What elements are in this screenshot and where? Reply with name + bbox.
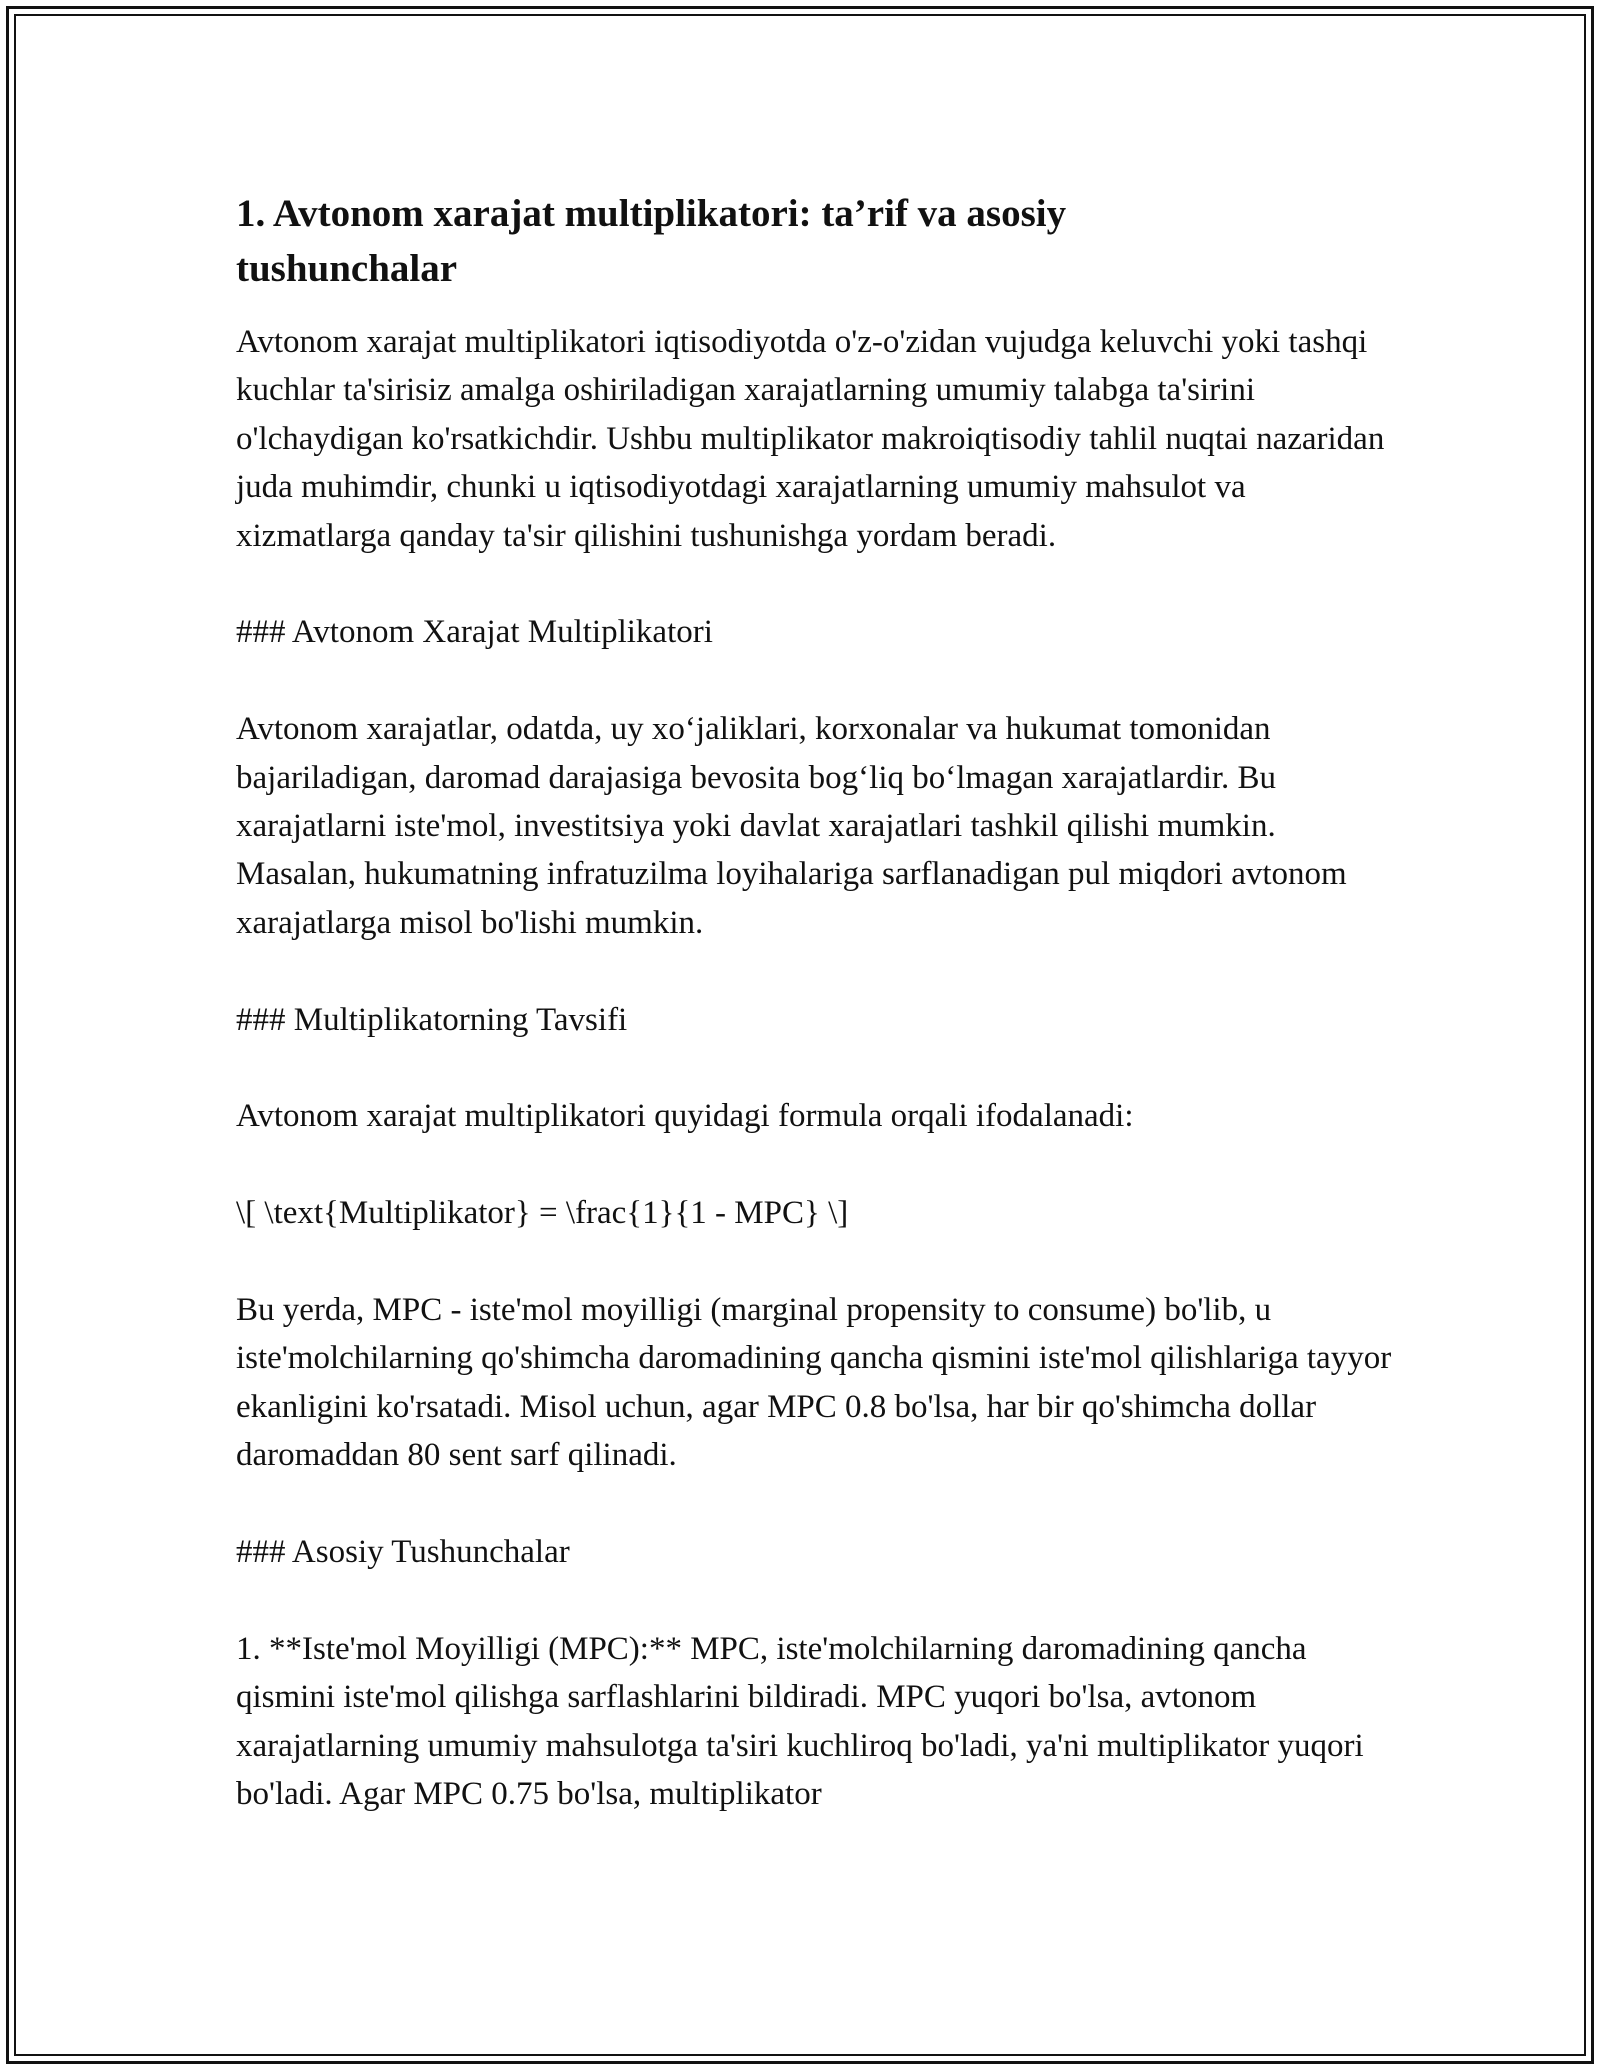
mpc-explanation-paragraph: Bu yerda, MPC - iste'mol moyilligi (marginal propensity to consume) bo'lib, u iste'molchilarning qo'shimcha daromadining qancha qismini iste'mol qilishlariga tayyor ekanligini ko'rsatadi. Misol uchun, agar MPC 0.8 bo'lsa, har bir qo'shimcha dollar daromaddan 80 sent sarf qilinadi. bbox=[236, 1292, 1392, 1474]
formula-intro-paragraph: Avtonom xarajat multiplikatori quyidagi formula orqali ifodalanadi: bbox=[236, 1098, 1134, 1135]
formula-line: \[ \text{Multiplikator} = \frac{1}{1 - MPC} \] bbox=[236, 1195, 849, 1232]
heading-line-1: 1. Avtonom xarajat multiplikatori: ta’rif va asosiy bbox=[236, 192, 1067, 235]
avtonom-xarajat-paragraph: Avtonom xarajatlar, odatda, uy xo‘jaliklari, korxonalar va hukumat tomonidan bajariladigan, daromad darajasiga bevosita bog‘liq bo‘lmagan xarajatlardir. Bu xarajatlarni iste'mol, investitsiya yoki davlat xarajatlari tashkil qilishi mumkin. Masalan, hukumatning infratuzilma loyihalariga sarflanadigan pul miqdori avtonom xarajatlarga misol bo'lishi mumkin. bbox=[236, 711, 1347, 941]
intro-paragraph: Avtonom xarajat multiplikatori iqtisodiyotda o'z-o'zidan vujudga keluvchi yoki tashqi kuchlar ta'sirisiz amalga oshiriladigan xarajatlarning umumiy talabga ta'sirini o'lchaydigan ko'rsatkichdir. Ushbu multiplikator makroiqtisodiy tahlil nuqtai nazaridan juda muhimdir, chunki u iqtisodiyotdagi xarajatlarning umumiy mahsulot va xizmatlarga qanday ta'sir qilishini tushunishga yordam beradi. bbox=[236, 324, 1385, 554]
subheading-avtonom-xarajat: ### Avtonom Xarajat Multiplikatori bbox=[236, 614, 713, 651]
subheading-multiplikator-tavsifi: ### Multiplikatorning Tavsifi bbox=[236, 1001, 628, 1038]
section-heading bbox=[236, 186, 1396, 296]
heading-line-2: tushunchalar bbox=[236, 247, 458, 290]
subheading-asosiy-tushunchalar: ### Asosiy Tushunchalar bbox=[236, 1534, 570, 1571]
document-body bbox=[236, 186, 1396, 1818]
list-item-mpc: 1. **Iste'mol Moyilligi (MPC):** MPC, iste'molchilarning daromadining qancha qismini iste'mol qilishga sarflashlarini bildiradi. MPC yuqori bo'lsa, avtonom xarajatlarning umumiy mahsulotga ta'siri kuchliroq bo'ladi, ya'ni multiplikator yuqori bo'ladi. Agar MPC 0.75 bo'lsa, multiplikator bbox=[236, 1630, 1364, 1813]
